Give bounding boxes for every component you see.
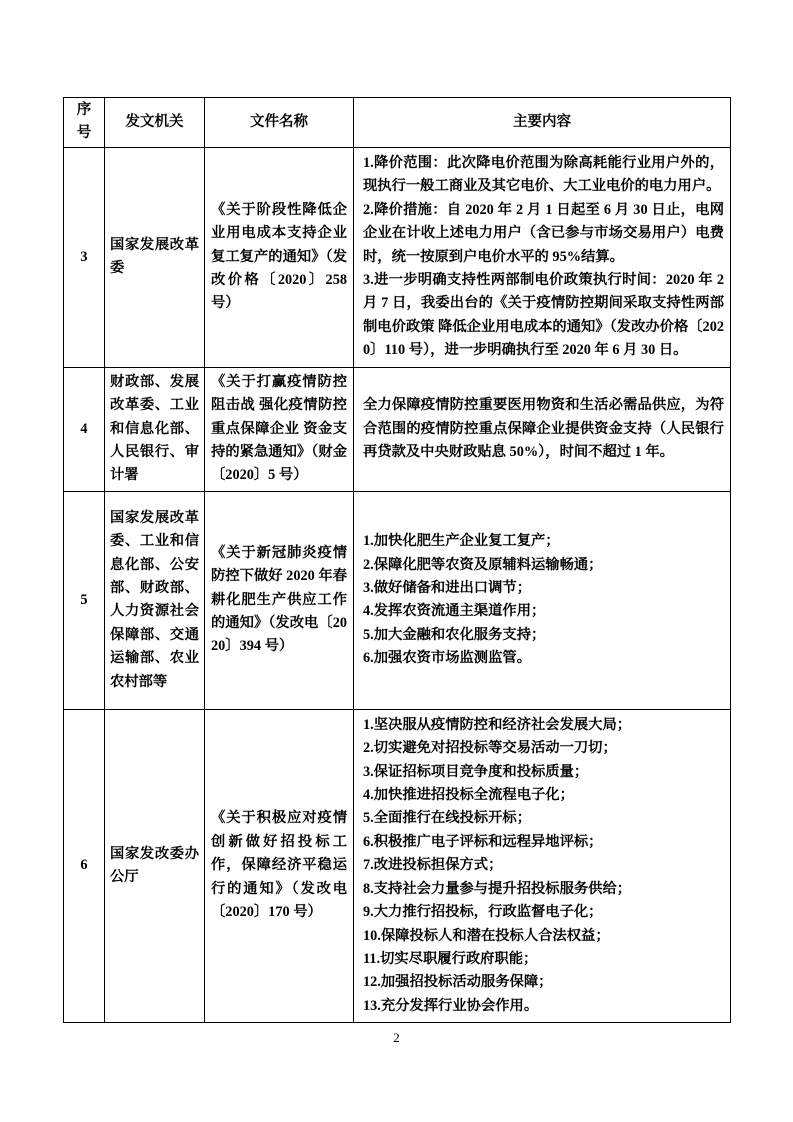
main-content-cell <box>354 367 731 491</box>
header-row <box>64 98 731 148</box>
content-item: 9.大力推行招投标，行政监督电子化； <box>363 904 603 921</box>
content-item: 6.加强农资市场监测监管。 <box>363 650 531 667</box>
table-row <box>64 147 731 367</box>
content-item: 7.改进投标担保方式； <box>363 857 503 874</box>
row-number-cell: 3 <box>64 147 105 367</box>
content-item: 2.降价措施：自 2020 年 2 月 1 日起至 6 月 30 日止，电网企业在计收上述电力用户（含已参与市场交易用户）电费时，统一按原到户电价水平的 95%结算。 <box>363 201 724 265</box>
content-item: 5.全面推行在线投标开标； <box>363 810 531 827</box>
content-item: 1.降价范围：此次降电价范围为除高耗能行业用户外的，现执行一般工商业及其它电价、大工业电价的电力用户。 <box>363 154 724 195</box>
content-item: 3.做好储备和进出口调节； <box>363 579 531 596</box>
issuing-agency-cell: 国家发改委办公厅 <box>105 709 205 1022</box>
content-item: 4.发挥农资流通主渠道作用； <box>363 603 546 620</box>
table-row <box>64 367 731 491</box>
content-item: 11.切实尽职履行政府职能； <box>363 950 538 967</box>
table-body <box>64 147 731 1022</box>
content-item: 3.保证招标项目竞争度和投标质量； <box>363 763 589 780</box>
row-number-cell: 4 <box>64 367 105 491</box>
content-item: 1.坚决服从疫情防控和经济社会发展大局； <box>363 716 632 733</box>
policy-table <box>63 97 731 1023</box>
content-item: 5.加大金融和农化服务支持； <box>363 626 546 643</box>
main-content-cell <box>354 147 731 367</box>
column-header: 主要内容 <box>354 98 731 148</box>
issuing-agency-cell: 国家发展改革委、工业和信息化部、公安部、财政部、人力资源社会保障部、交通运输部、农业农村部等 <box>105 491 205 709</box>
content-item: 全力保障疫情防控重要医用物资和生活必需品供应，为符合范围的疫情防控重点保障企业提供资金支持（人民银行再贷款及中央财政贴息 50%），时间不超过 1 年。 <box>363 397 724 461</box>
row-number-cell: 5 <box>64 491 105 709</box>
content-item: 2.保障化肥等农资及原辅料运输畅通； <box>363 556 603 573</box>
issuing-agency-cell: 国家发展改革委 <box>105 147 205 367</box>
content-item: 3.进一步明确支持性两部制电价政策执行时间：2020 年 2 月 7 日，我委出台的《关于疫情防控期间采取支持性两部制电价政策 降低企业用电成本的通知》（发改办价格〔2020〕110 号），进一步明确执行至 2020 年 6 月 30 日。 <box>363 272 724 359</box>
table-row <box>64 709 731 1022</box>
content-item: 12.加强招投标活动服务保障； <box>363 974 553 991</box>
content-item: 2.切实避免对招投标等交易活动一刀切； <box>363 740 617 757</box>
column-header: 发文机关 <box>105 98 205 148</box>
content-item: 4.加快推进招投标全流程电子化； <box>363 787 574 804</box>
main-content-cell <box>354 709 731 1022</box>
document-name-cell: 《关于新冠肺炎疫情防控下做好 2020 年春耕化肥生产供应工作的通知》（发改电〔2020〕394 号） <box>205 491 354 709</box>
row-number-cell: 6 <box>64 709 105 1022</box>
page-number: 2 <box>393 1030 400 1045</box>
content-item: 10.保障投标人和潜在投标人合法权益； <box>363 927 610 944</box>
document-name-cell: 《关于积极应对疫情创新做好招投标工作，保障经济平稳运行的通知》（发改电〔2020〕170 号） <box>205 709 354 1022</box>
column-header: 文件名称 <box>205 98 354 148</box>
table-header <box>64 98 731 148</box>
table-row <box>64 491 731 709</box>
main-content-cell <box>354 491 731 709</box>
content-item: 8.支持社会力量参与提升招投标服务供给； <box>363 880 632 897</box>
content-item: 6.积极推广电子评标和远程异地评标； <box>363 833 603 850</box>
issuing-agency-cell: 财政部、发展改革委、工业和信息化部、人民银行、审计署 <box>105 367 205 491</box>
content-item: 13.充分发挥行业协会作用。 <box>363 997 539 1014</box>
content-item: 1.加快化肥生产企业复工复产； <box>363 533 560 550</box>
document-name-cell: 《关于阶段性降低企业用电成本支持企业复工复产的通知》（发改价格〔2020〕258 号） <box>205 147 354 367</box>
document-name-cell: 《关于打赢疫情防控阻击战 强化疫情防控重点保障企业 资金支持的紧急通知》（财金〔2020〕5 号） <box>205 367 354 491</box>
column-header: 序号 <box>64 98 105 148</box>
